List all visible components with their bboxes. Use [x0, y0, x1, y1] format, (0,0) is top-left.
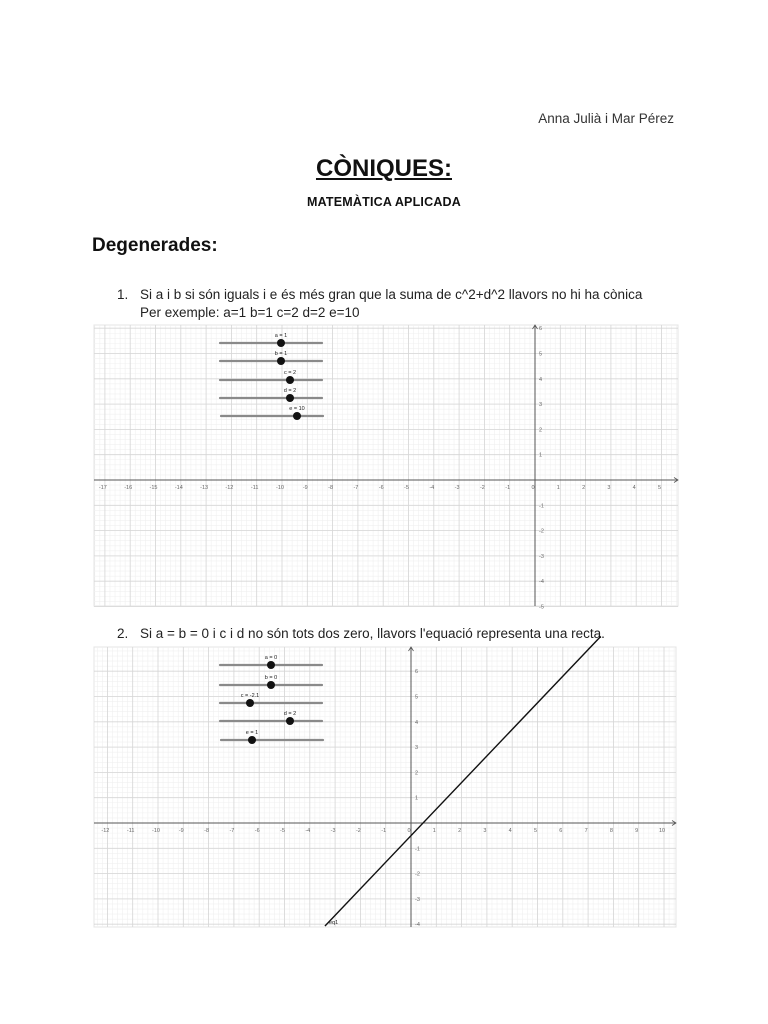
x-tick-label: -8: [204, 828, 210, 834]
y-tick-label: 3: [539, 402, 543, 409]
y-tick-label: 2: [415, 770, 419, 777]
x-tick-label: -12: [225, 485, 234, 491]
x-tick-label: 3: [483, 828, 487, 834]
line-label: eq1: [328, 919, 339, 926]
item-text-line1: Si a i b si són iguals i e és més gran que la suma de c^2+d^2 llavors no hi ha cònica: [140, 287, 643, 302]
x-tick-label: 0: [531, 485, 535, 491]
slider-label: c = -2.1: [240, 693, 260, 699]
page-title: CÒNIQUES:: [315, 155, 452, 182]
y-tick-label: -4: [539, 579, 544, 586]
item-number: 1.: [117, 287, 129, 302]
x-tick-label: -6: [378, 485, 384, 491]
slider-label: e = 1: [245, 730, 259, 736]
y-tick-label: 4: [539, 376, 543, 383]
y-tick-label: 1: [415, 795, 419, 802]
item-number: 2.: [117, 626, 129, 641]
x-tick-label: -15: [149, 485, 158, 491]
y-tick-label: 2: [539, 427, 543, 434]
page-subtitle: MATEMÀTICA APLICADA: [306, 195, 461, 209]
x-tick-label: -1: [505, 485, 511, 491]
x-tick-label: 1: [432, 828, 436, 834]
x-tick-label: 5: [657, 485, 662, 491]
slider-label: d = 2: [283, 388, 297, 394]
x-tick-label: -2: [355, 828, 361, 834]
x-tick-label: 3: [607, 485, 611, 491]
y-tick-label: -3: [415, 896, 420, 903]
x-tick-label: -9: [178, 828, 184, 834]
x-tick-label: -5: [404, 485, 409, 491]
slider-label: b = 0: [264, 675, 278, 681]
x-tick-label: 2: [458, 828, 462, 834]
x-tick-label: -4: [305, 828, 311, 834]
slider-label: e = 10: [289, 406, 305, 412]
x-tick-label: -16: [124, 485, 133, 491]
y-tick-label: -1: [415, 846, 420, 853]
x-tick-label: 9: [635, 828, 639, 834]
item-text-line1: Si a = b = 0 i c i d no són tots dos zero, llavors l'equació representa una recta.: [140, 626, 605, 641]
y-tick-label: 5: [539, 351, 543, 358]
section-heading: Degenerades:: [92, 235, 218, 256]
x-tick-label: -9: [302, 485, 308, 491]
y-tick-label: 5: [415, 694, 419, 701]
y-tick-label: -5: [539, 604, 544, 611]
y-tick-label: 3: [415, 745, 419, 752]
slider-label: a = 1: [274, 333, 288, 339]
x-tick-label: 4: [508, 828, 512, 834]
y-tick-label: -2: [539, 528, 544, 535]
slider-knob: [246, 699, 254, 707]
x-tick-label: -11: [250, 485, 259, 491]
slider-label: b = 1: [274, 351, 288, 357]
x-tick-label: -10: [276, 485, 284, 491]
x-tick-label: -12: [101, 828, 110, 834]
x-tick-label: 10: [658, 828, 666, 834]
graph-frame: [94, 647, 676, 927]
x-tick-label: -6: [254, 828, 260, 834]
x-tick-label: 8: [609, 828, 613, 834]
x-tick-label: 0: [407, 828, 411, 834]
y-tick-label: -2: [415, 871, 420, 878]
x-tick-label: -3: [454, 485, 460, 491]
x-tick-label: -7: [229, 828, 235, 834]
x-tick-label: -7: [353, 485, 359, 491]
x-tick-label: -14: [174, 485, 183, 491]
x-tick-label: 5: [533, 828, 538, 834]
slider-label: c = 2: [283, 370, 297, 376]
x-tick-label: -11: [126, 828, 135, 834]
slider-knob: [267, 681, 275, 689]
x-tick-label: -3: [330, 828, 336, 834]
item-text-line2: Per exemple: a=1 b=1 c=2 d=2 e=10: [140, 305, 360, 320]
y-tick-label: 6: [415, 669, 419, 676]
x-tick-label: 2: [582, 485, 586, 491]
slider-knob: [286, 717, 294, 725]
x-tick-label: -1: [381, 828, 387, 834]
slider-label: a = 0: [264, 655, 278, 661]
x-tick-label: -4: [429, 485, 435, 491]
y-tick-label: -1: [539, 503, 544, 510]
y-tick-label: -4: [415, 922, 420, 929]
x-tick-label: -13: [200, 485, 209, 491]
slider-knob: [267, 661, 275, 669]
x-tick-label: 1: [556, 485, 560, 491]
slider-knob: [248, 736, 256, 744]
y-tick-label: 1: [539, 452, 543, 459]
x-tick-label: -5: [280, 828, 285, 834]
x-tick-label: -17: [98, 485, 107, 491]
y-tick-label: 4: [415, 719, 419, 726]
slider-label: d = 2: [283, 711, 297, 717]
x-tick-label: -2: [479, 485, 485, 491]
x-tick-label: 6: [559, 828, 563, 834]
x-tick-label: 4: [632, 485, 636, 491]
y-tick-label: 6: [539, 326, 543, 333]
author: Anna Julià i Mar Pérez: [538, 111, 674, 126]
x-tick-label: -10: [152, 828, 160, 834]
x-tick-label: 7: [584, 828, 588, 834]
x-tick-label: -8: [328, 485, 334, 491]
y-tick-label: -3: [539, 553, 544, 560]
